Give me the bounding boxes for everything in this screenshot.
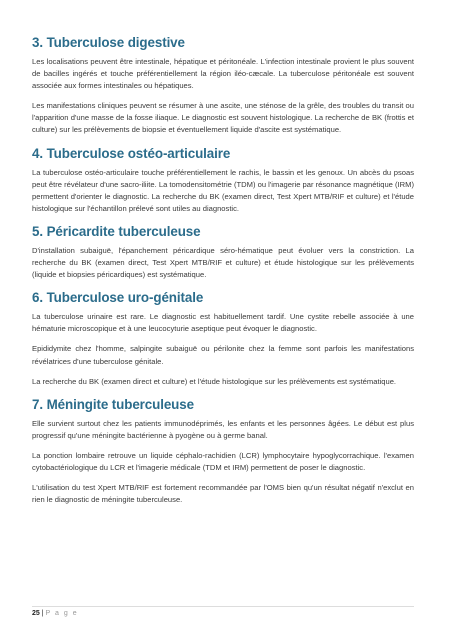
document-page bbox=[32, 34, 414, 514]
footer-separator: | bbox=[41, 610, 44, 617]
section-digestive bbox=[32, 34, 414, 137]
page-footer bbox=[32, 606, 414, 617]
paragraph: La tuberculose urinaire est rare. Le diagnostic est habituellement tardif. Une cystite rebelle associée à une hématurie microscopique et à une leucocyturie aseptique peut évoquer le diagnostic. bbox=[32, 312, 414, 334]
paragraph: L'utilisation du test Xpert MTB/RIF est fortement recommandée par l'OMS bien qu'un résultat négatif n'exclut en rien le diagnostic de méningite tuberculeuse. bbox=[32, 483, 414, 505]
paragraph: Elle survient surtout chez les patients immunodéprimés, les enfants et les personnes âgées. Le début est plus progressif qu'une méningite bactérienne à pyogène ou à germe banal. bbox=[32, 418, 414, 440]
section-uro-genitale bbox=[32, 289, 414, 387]
page-number: 25 bbox=[32, 610, 40, 617]
section-title: 7. Méningite tuberculeuse bbox=[32, 396, 194, 412]
section-title: 6. Tuberculose uro-génitale bbox=[32, 290, 204, 306]
paragraph: Les manifestations cliniques peuvent se résumer à une ascite, une sténose de la grêle, des troubles du transit ou l'apparition d'une masse de la fosse iliaque. Le diagnostic est souvent histologique. La recherche de BK (frottis et culture) sur les prélèvements de biopsie et éventuellement liquide d'ascite est systématique. bbox=[32, 101, 414, 135]
paragraph: Epididymite chez l'homme, salpingite subaiguë ou périlonite chez la femme sont parfois les manifestations révélatrices d'une tuberculose génitale. bbox=[32, 344, 414, 366]
section-title: 5. Péricardite tuberculeuse bbox=[32, 223, 201, 239]
section-osteo-articulaire bbox=[32, 145, 414, 215]
paragraph: La tuberculose ostéo-articulaire touche préférentiellement le rachis, le bassin et les genoux. Un abcès du psoas peut être révélateur d'une sacro-iliite. La tomodensitométrie (TDM) ou l'imagerie par résonance magnétique (IRM) permettent d'orienter le diagnostic. La recherche du BK (examen direct, Test Xpert MTB/RIF et culture) et l'étude histologique sur l'échantillon prélevé sont utiles au diagnostic. bbox=[32, 167, 414, 213]
page-label: P a g e bbox=[45, 610, 79, 617]
paragraph: La ponction lombaire retrouve un liquide céphalo-rachidien (LCR) lymphocytaire hypoglycorrachique. l'examen cytobactériologique du LCR et l'imagerie médicale (TDM et IRM) permettent de poser le diagnostic. bbox=[32, 450, 414, 472]
section-meningite bbox=[32, 396, 414, 507]
paragraph: Les localisations peuvent être intestinale, hépatique et péritonéale. L'infection intestinale provient le plus souvent de bacilles ingérés et touche préférentiellement la région iléo-cæcale. La tuberculose péritonéale est souvent associée aux formes intestinales ou hépatiques. bbox=[32, 57, 414, 91]
section-pericardite bbox=[32, 223, 414, 281]
section-title: 3. Tuberculose digestive bbox=[32, 35, 185, 50]
section-title: 4. Tuberculose ostéo-articulaire bbox=[32, 145, 231, 161]
paragraph: La recherche du BK (examen direct et culture) et l'étude histologique sur les prélèvements est systématique. bbox=[32, 376, 397, 386]
paragraph: D'installation subaiguë, l'épanchement péricardique séro-hématique peut évoluer vers la constriction. La recherche du BK (examen direct, Test Xpert MTB/RIF et culture) et étude histologique sur les prélèvements (liquide et biopsies péricardiques) est systématique. bbox=[32, 245, 414, 280]
